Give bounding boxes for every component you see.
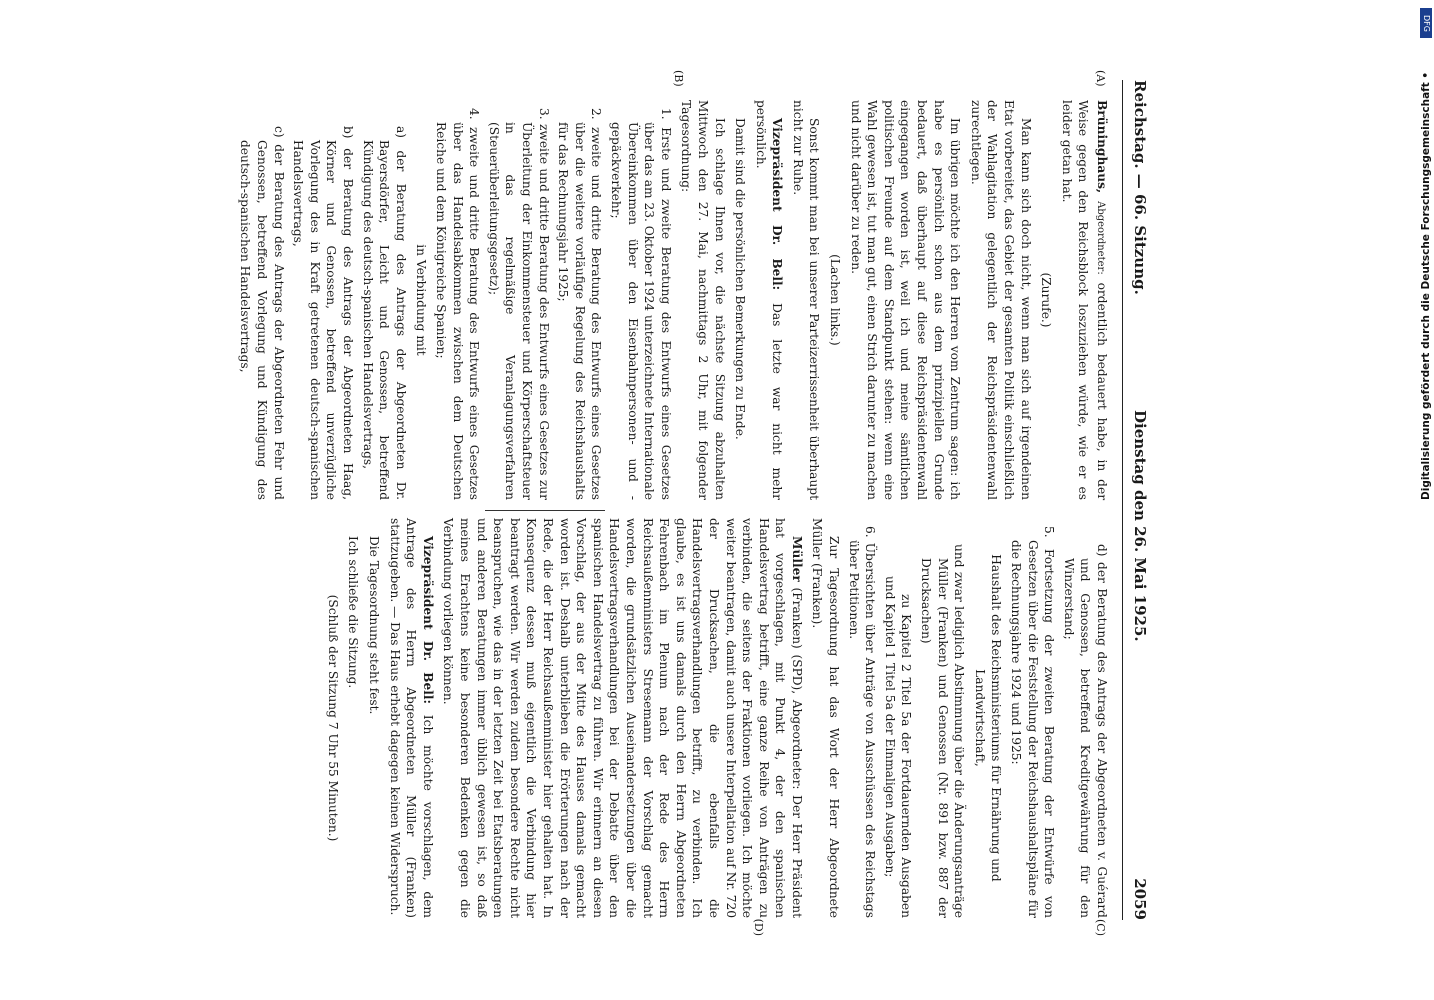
- speaker-name: Vizepräsident Dr. Bell:: [770, 118, 785, 291]
- page-number: 2059: [1131, 878, 1149, 920]
- margin-mark-c: (C): [1094, 919, 1107, 936]
- paragraph: Die Tagesordnung steht fest.: [367, 536, 382, 715]
- margin-mark-a: (A): [1094, 70, 1107, 87]
- agenda-item: 1. Erste und zweite Beratung des Entwurfs eines Gesetzes über das am 23. Oktober 1924 unterzeichnete Internationale Übereinkommen über den Eisenbahnpersonen- und -gepäckverkehr;: [608, 108, 673, 500]
- paragraph: [752, 100, 785, 500]
- dfg-logo: DFG: [1420, 8, 1432, 38]
- speaker-role: (Franken) (SPD), Abgeordneter:: [789, 587, 804, 790]
- paragraph: [386, 518, 436, 918]
- scanned-page: [0, 60, 1165, 940]
- session-end: (Schluß der Sitzung 7 Uhr 55 Minuten.): [325, 594, 340, 842]
- speaker-role: Abgeordneter:: [1095, 201, 1106, 275]
- paragraph: Ich schlage Ihnen vor, die nächste Sitzung abzuhalten Mittwoch den 27. Mai, nachmittags 2 Uhr, mit folgender Tagesordnung:: [679, 100, 727, 500]
- paragraph: Sonst kommt man bei unserer Parteizerrissenheit überhaupt nicht zur Ruhe.: [790, 100, 822, 500]
- agenda-subitem: c) der Beratung des Antrags der Abgeordneten Fehr und Genossen, betreffend Vorlegung und Kündigung des deutsch-spanischen Handelsvertrags,: [238, 126, 286, 500]
- agenda-subitem: b) der Beratung des Antrags der Abgeordneten Haag, Körner und Genossen, betreffend unverzügliche Vorlegung des in Kraft getretenen deutsch-spanischen Handelsvertrags,: [291, 126, 356, 500]
- reaction: (Lachen links.): [828, 254, 843, 346]
- speaker-name: Müller: [789, 536, 804, 582]
- paragraph: Man kann sich doch nicht, wenn man sich auf irgendeinen Etat vorbereitet, das Gebiet der gesamten Politik einschließlich der Wahlagitation gelegentlich der Reichspräsidentenwahl zurechtlegen.: [968, 100, 1033, 500]
- agenda-subitem: a) der Beratung des Antrags der Abgeordneten Dr. Bayersdörfer, Leicht und Genossen, betreffend Kündigung des deutsch-spanischen Handelsvertrags,: [360, 126, 408, 500]
- page-header: [1122, 80, 1153, 920]
- agenda-item: 4. zweite und dritte Beratung des Entwurfs eines Gesetzes über das Handelsabkommen zwischen dem Deutschen Reiche und dem Königreiche Spanien;: [434, 108, 482, 500]
- right-column: [320, 518, 1110, 918]
- speaker-name: Vizepräsident Dr. Bell:: [420, 536, 435, 704]
- paragraph-text: ordentlich bedauert habe, in der Weise gegen den Reichsblock loszuziehen würde, wie er es leider getan hat.: [1059, 100, 1109, 501]
- paragraph-text: Ich möchte vorschlagen, dem Antrage des Herrn Abgeordneten Müller (Franken) stattzugeben. — Das Haus erhebt dagegen keinen Widerspruch.: [387, 518, 435, 918]
- paragraph: Damit sind die persönlichen Bemerkungen zu Ende.: [733, 118, 748, 440]
- agenda-subitem: d) der Beratung des Antrags der Abgeordneten v. Guérard und Genossen, betreffend Kreditgewährung für den Winzerstand;: [1061, 544, 1109, 918]
- header-date: Dienstag den 26. Mai 1925.: [1131, 410, 1149, 642]
- paragraph: [440, 518, 805, 918]
- margin-mark-d: (D): [752, 918, 765, 936]
- paragraph: Zur Tagesordnung hat das Wort der Herr Abgeordnete Müller (Franken).: [810, 518, 842, 918]
- in-connection-label: in Verbindung mit: [414, 244, 429, 356]
- paragraph-text: Das letzte war nicht mehr persönlich.: [753, 100, 785, 500]
- funding-note: Digitalisierung gefördert durch die Deutsche Forschungsgemeinschaft •: [1420, 71, 1432, 500]
- header-left: Reichstag. — 66. Sitzung.: [1131, 80, 1149, 295]
- paragraph: Im übrigen möchte ich den Herren vom Zentrum sagen: ich habe es persönlich schon aus dem prinzipiellen Grunde bedauert, daß überhaupt auf diese Reichspräsidentenwahl eingegangen worden ist, weil ich und meine sämtlichen politischen Freunde auf dem Standpunkt stehen: wenn eine Wahl gewesen ist, tut man gut, einen Strich darunter zu machen und nicht darüber zu reden.: [848, 100, 963, 500]
- margin-mark-b: (B): [672, 70, 685, 87]
- agenda-item: 2. zweite und dritte Beratung des Entwurfs eines Gesetzes über die weitere vorläufige Regelung des Reichshaushalts für das Rechnungsjahr 1925;: [556, 108, 604, 500]
- budget-chapter: zu Kapitel 2 Titel 5a der Fortdauernden Ausgaben und Kapitel 1 Titel 5a der Einmaligen Ausgaben;: [882, 576, 914, 918]
- agenda-item: 3. zweite und dritte Beratung des Entwurfs eines Gesetzes zur Überleitung der Einkommensteuer und Körperschaftsteuer in das regelmäßige Veranlagungsverfahren (Steuerüberleitungsgesetz);: [486, 108, 551, 500]
- agenda-item: 6. Übersichten über Anträge von Ausschüssen des Reichstags über Petitionen.: [846, 526, 878, 918]
- budget-text: und zwar lediglich Abstimmung über die Änderungsanträge Müller (Franken) und Genossen (Nr. 891 bzw. 887 der Drucksachen): [919, 544, 967, 918]
- column-divider: [485, 510, 605, 511]
- budget-title: Haushalt des Reichsministeriums für Ernährung und Landwirtschaft,: [972, 554, 1004, 882]
- agenda-item: 5. Fortsetzung der zweiten Beratung der Entwürfe von Gesetzen über die Feststellung der Reichshaushaltspläne für die Rechnungsjahre 1924 und 1925:: [1009, 526, 1057, 918]
- speaker-name: Brüninghaus,: [1095, 100, 1109, 194]
- paragraph-text: Der Herr Präsident hat vorgeschlagen, mit Punkt 4, der den spanischen Handelsvertrag betrifft, eine ganze Reihe von Anträgen zu verbinden, die seitens der Fraktionen vorliegen. Ich möchte weiter beantragen, damit auch unsere Interpellation auf Nr. 720 der Drucksachen, die ebenfalls die Handelsvertragsverhandlungen betrifft, zu verbinden. Ich glaube, es ist uns damals durch den Herrn Abgeordneten Fehrenbach im Plenum nach der Rede des Herrn Reichsaußenministers Stresemann der Vorschlag gemacht worden, die grundsätzlichen Auseinandersetzungen über die Handelsvertragsverhandlungen bei der Debatte über den spanischen Handelsvertrag zu führen. Wir erinnern an diesen Vorschlag, der aus der Mitte des Hauses damals gemacht worden ist. Deshalb unterblieben die Erörterungen nach der Rede, die der Herr Reichsaußenminister hier gehalten hat. In Konsequenz dessen muß eigentlich die Verbindung hier beantragt werden. Wir werden zudem besondere Rechte nicht beanspruchen, wie das in der letzten Zeit bei Etatsberatungen und anderen Beratungen immer üblich gewesen ist, so daß meines Erachtens keine besonderen Bedenken gegen die Verbindung vorliegen können.: [441, 518, 804, 918]
- paragraph: [1058, 100, 1110, 500]
- paragraph: Ich schließe die Sitzung.: [346, 536, 361, 689]
- left-column: [234, 100, 1110, 500]
- reaction: (Zurufe.): [1039, 272, 1054, 328]
